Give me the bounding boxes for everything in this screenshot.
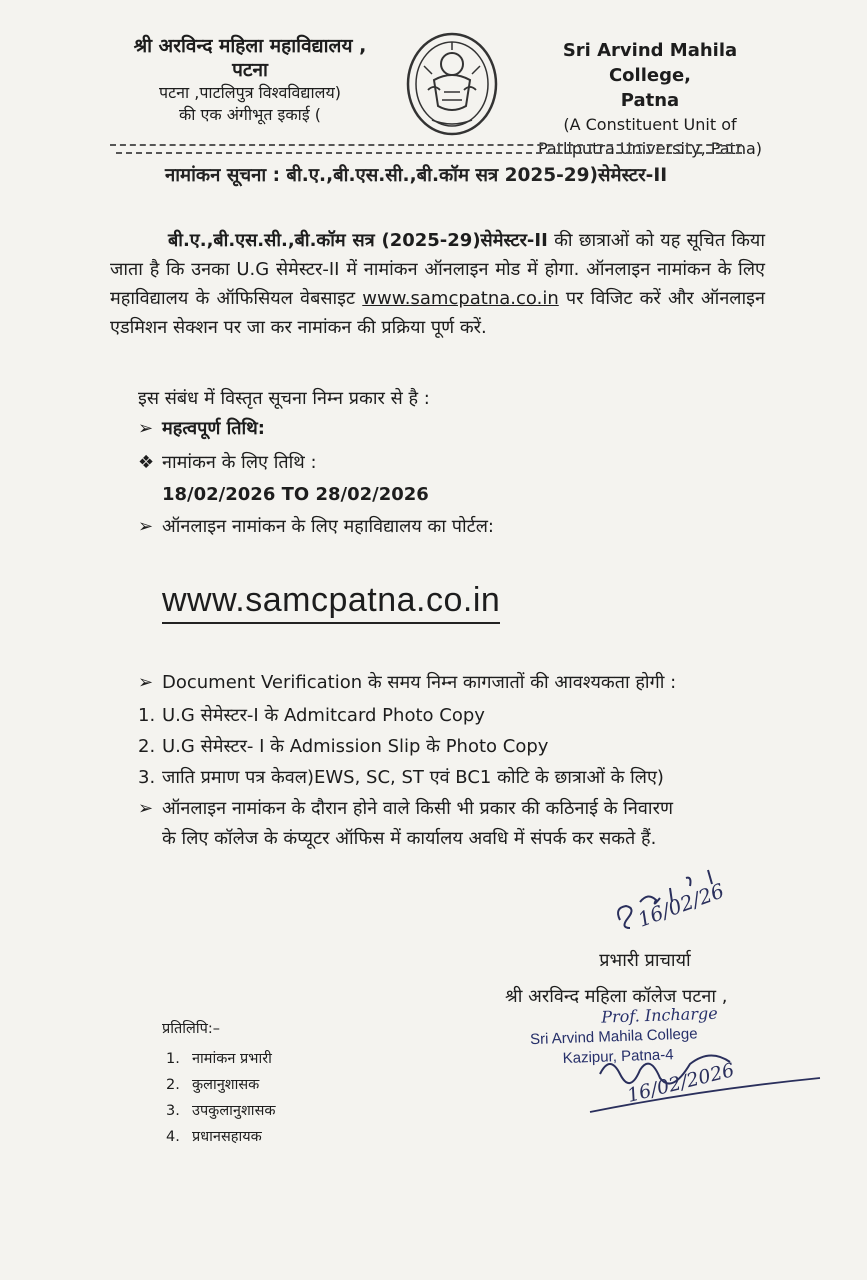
help-text-line1: ऑनलाइन नामांकन के दौरान होने वाले किसी भी प्रकार की कठिनाई के निवारण <box>162 798 673 819</box>
documents-intro: Document Verification के समय निम्न कागजातों की आवश्यकता होगी : <box>162 672 677 693</box>
important-dates-label: महत्वपूर्ण तिथि: <box>162 418 265 439</box>
stamp-line2: Sri Arvind Mahila College <box>529 1025 698 1049</box>
arrow-bullet-icon: ➢ <box>138 798 154 819</box>
arrow-bullet-icon: ➢ <box>138 672 154 693</box>
diamond-bullet-icon: ❖ <box>138 452 155 473</box>
copy-to-item <box>162 1072 276 1098</box>
university-hindi: पटना ,पाटलिपुत्र विश्वविद्यालय) <box>158 83 341 102</box>
copy-to-text: कुलानुशासक <box>192 1077 260 1093</box>
copy-to-number: 2. <box>166 1077 180 1093</box>
header-hindi <box>100 34 400 126</box>
copy-to-item <box>162 1124 276 1150</box>
arrow-bullet-icon: ➢ <box>138 418 154 439</box>
details-intro: इस संबंध में विस्तृत सूचना निम्न प्रकार से है : <box>138 388 430 409</box>
header-english <box>520 38 780 161</box>
document-number: 1. <box>138 705 156 726</box>
copy-to-text: प्रधानसहायक <box>192 1129 262 1145</box>
document-number: 2. <box>138 736 156 757</box>
help-text-line2: के लिए कॉलेज के कंप्यूटर ऑफिस में कार्यालय अवधि में संपर्क कर सकते हैं. <box>162 828 657 849</box>
header-divider <box>110 144 742 146</box>
document-text: U.G सेमेस्टर- I के Admission Slip के Photo Copy <box>162 736 549 757</box>
copy-to-item <box>162 1046 276 1072</box>
stamp-signature-date: 16/02/2026 <box>624 1059 737 1107</box>
document-item <box>138 765 664 791</box>
admission-date-label: नामांकन के लिए तिथि : <box>162 452 317 473</box>
notice-title: नामांकन सूचना : बी.ए.,बी.एस.सी.,बी.कॉम सत्र 2025-29)सेमेस्टर-II <box>165 165 668 186</box>
header-divider-2 <box>116 152 742 154</box>
document-text: U.G सेमेस्टर-I के Admitcard Photo Copy <box>162 705 485 726</box>
college-name-english: Sri Arvind Mahila College, <box>562 40 738 86</box>
intro-paragraph <box>110 226 765 342</box>
copy-to-number: 4. <box>166 1129 180 1145</box>
document-number: 3. <box>138 767 156 788</box>
city-hindi: पटना <box>232 59 268 81</box>
intro-text-1: की छात्राओं को यह सूचित किया जाता है कि उनका U.G सेमेस्टर-II में नामांकन ऑनलाइन मोड में होगा. ऑनलाइन नामांकन के लिए महाविद्यालय के ऑफिसियल वेबसाइट <box>110 230 765 309</box>
document-item <box>138 703 485 729</box>
university-english: Patliputra University, Patna) <box>537 139 762 158</box>
session-text: बी.ए.,बी.एस.सी.,बी.कॉम सत्र (2025-29)सेमेस्टर-II <box>168 230 548 251</box>
website-link[interactable]: www.samcpatna.co.in <box>362 288 559 309</box>
admission-date-row <box>138 450 317 476</box>
portal-url-link[interactable]: www.samcpatna.co.in <box>162 578 500 624</box>
arrow-bullet-icon: ➢ <box>138 516 154 537</box>
constituent-unit-english: (A Constituent Unit of <box>563 115 737 134</box>
copy-to-number: 1. <box>166 1051 180 1067</box>
stamp-line3: Kazipur, Patna-4 <box>562 1046 674 1068</box>
copy-to-text: नामांकन प्रभारी <box>192 1051 272 1067</box>
principal-signature-date: 16/02/26 <box>634 878 728 932</box>
city-english: Patna <box>620 90 680 111</box>
copy-to-section <box>162 1016 276 1150</box>
signatory-title: प्रभारी प्राचार्या <box>599 950 691 971</box>
admission-dates: 18/02/2026 TO 28/02/2026 <box>162 484 429 505</box>
college-name-hindi: श्री अरविन्द महिला महाविद्यालय , <box>133 35 367 57</box>
documents-intro-row <box>138 670 676 696</box>
copy-to-item <box>162 1098 276 1124</box>
copy-to-label: प्रतिलिपि:– <box>162 1021 220 1037</box>
stamp-line1: Prof. Incharge <box>600 1003 718 1027</box>
copy-to-text: उपकुलानुशासक <box>192 1103 276 1119</box>
intro-text-2: पर विजिट करें और ऑनलाइन एडमिशन सेक्शन पर जा कर नामांकन की प्रक्रिया पूर्ण करें. <box>110 288 766 338</box>
portal-label: ऑनलाइन नामांकन के लिए महाविद्यालय का पोर्टल: <box>162 516 494 537</box>
important-dates-row <box>138 416 265 442</box>
college-emblem-icon <box>404 30 500 138</box>
copy-to-number: 3. <box>166 1103 180 1119</box>
constituent-unit-hindi: की एक अंगीभूत इकाई ( <box>178 105 322 124</box>
help-row <box>138 796 673 822</box>
portal-row <box>138 514 494 540</box>
document-text: जाति प्रमाण पत्र केवल)EWS, SC, ST एवं BC1 कोटि के छात्राओं के लिए) <box>162 767 664 788</box>
document-item <box>138 734 548 760</box>
signatory-college: श्री अरविन्द महिला कॉलेज पटना , <box>505 986 728 1007</box>
